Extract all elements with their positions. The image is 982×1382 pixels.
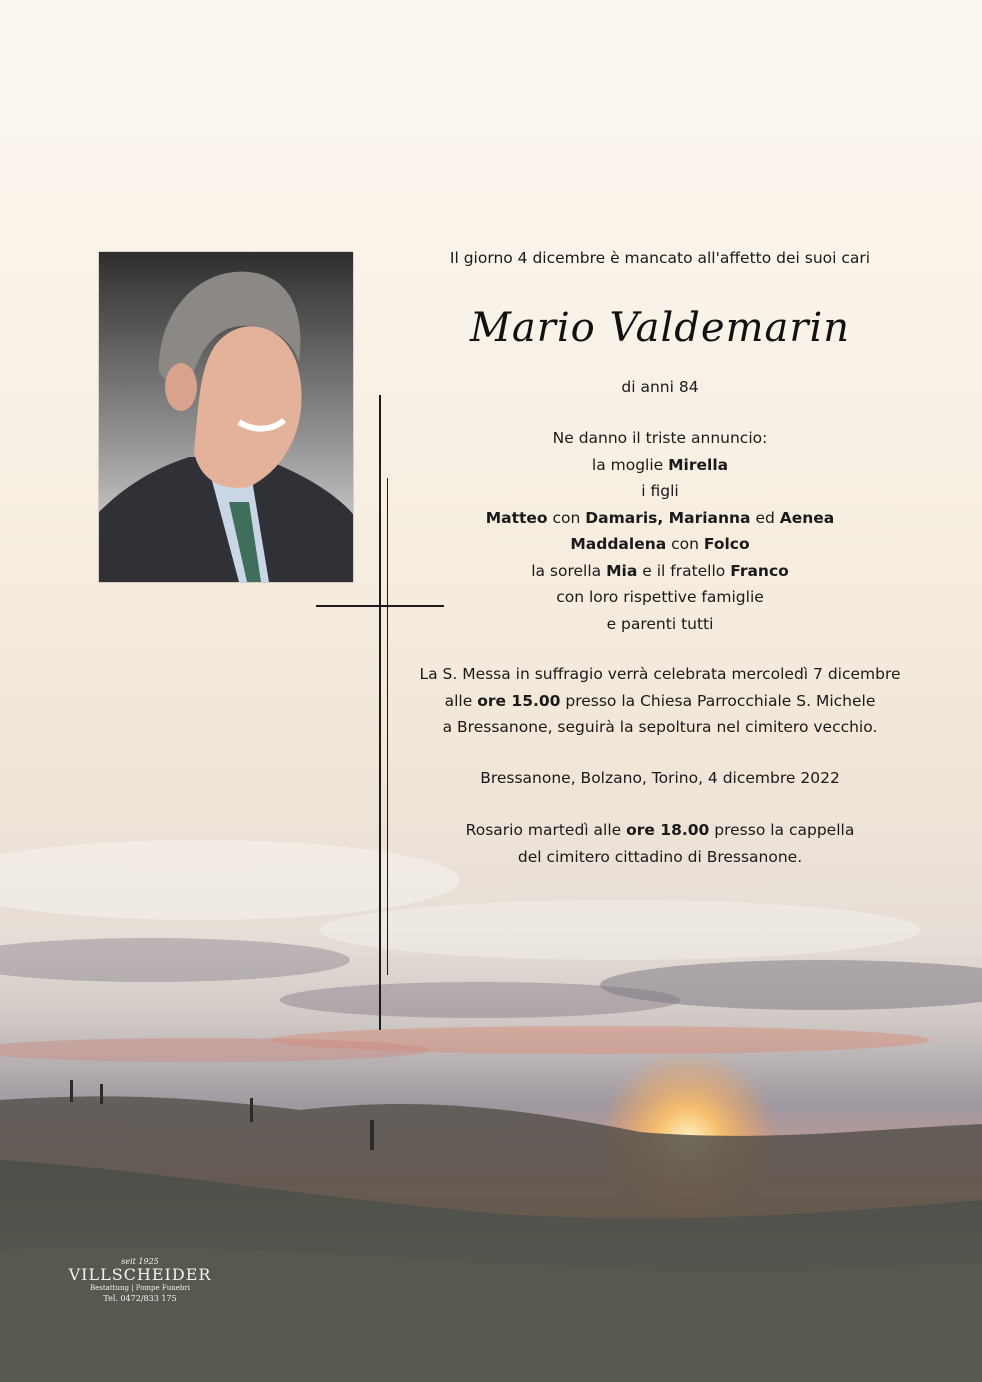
logo-brand: VILLSCHEIDER bbox=[68, 1265, 212, 1284]
logo-phone: Tel. 0472/833 175 bbox=[103, 1294, 177, 1303]
mass-details bbox=[410, 661, 910, 741]
mass-line: La S. Messa in suffragio verrà celebrata mercoledì 7 dicembre bbox=[419, 665, 901, 683]
mass-line: alle ore 15.00 presso la Chiesa Parrocchiale S. Michele bbox=[444, 691, 876, 710]
family-announcement bbox=[410, 425, 910, 637]
logo-subtitle: Bestattung | Pompe Funebri bbox=[89, 1284, 190, 1292]
family-line: e parenti tutti bbox=[606, 614, 714, 633]
family-line: Matteo con Damaris, Marianna ed Aenea bbox=[485, 508, 835, 527]
family-line: Maddalena con Folco bbox=[570, 535, 750, 553]
family-line: la sorella Mia e il fratello Franco bbox=[531, 561, 789, 580]
funeral-home-logo bbox=[60, 1257, 220, 1303]
cross-vertical-line bbox=[379, 395, 381, 1030]
rosary-line: Rosario martedì alle ore 18.00 presso la cappella bbox=[465, 821, 855, 839]
age-line: di anni 84 bbox=[621, 378, 699, 396]
family-line: i figli bbox=[641, 482, 679, 500]
rosary-details bbox=[410, 817, 910, 870]
rosary-line: del cimitero cittadino di Bressanone. bbox=[517, 847, 803, 866]
mass-line: a Bressanone, seguirà la sepoltura nel cimitero vecchio. bbox=[442, 718, 878, 736]
family-line: la moglie Mirella bbox=[591, 455, 729, 474]
cross-vertical-line-thin bbox=[387, 478, 388, 975]
intro-line: Il giorno 4 dicembre è mancato all'affetto dei suoi cari bbox=[449, 249, 871, 267]
family-line: con loro rispettive famiglie bbox=[556, 588, 764, 606]
logo-since: seit 1925 bbox=[121, 1257, 159, 1266]
family-line: Ne danno il triste annuncio: bbox=[552, 429, 768, 447]
portrait-photo bbox=[99, 252, 353, 582]
place-date: Bressanone, Bolzano, Torino, 4 dicembre 2022 bbox=[480, 769, 840, 787]
deceased-name: Mario Valdemarin bbox=[469, 305, 851, 351]
